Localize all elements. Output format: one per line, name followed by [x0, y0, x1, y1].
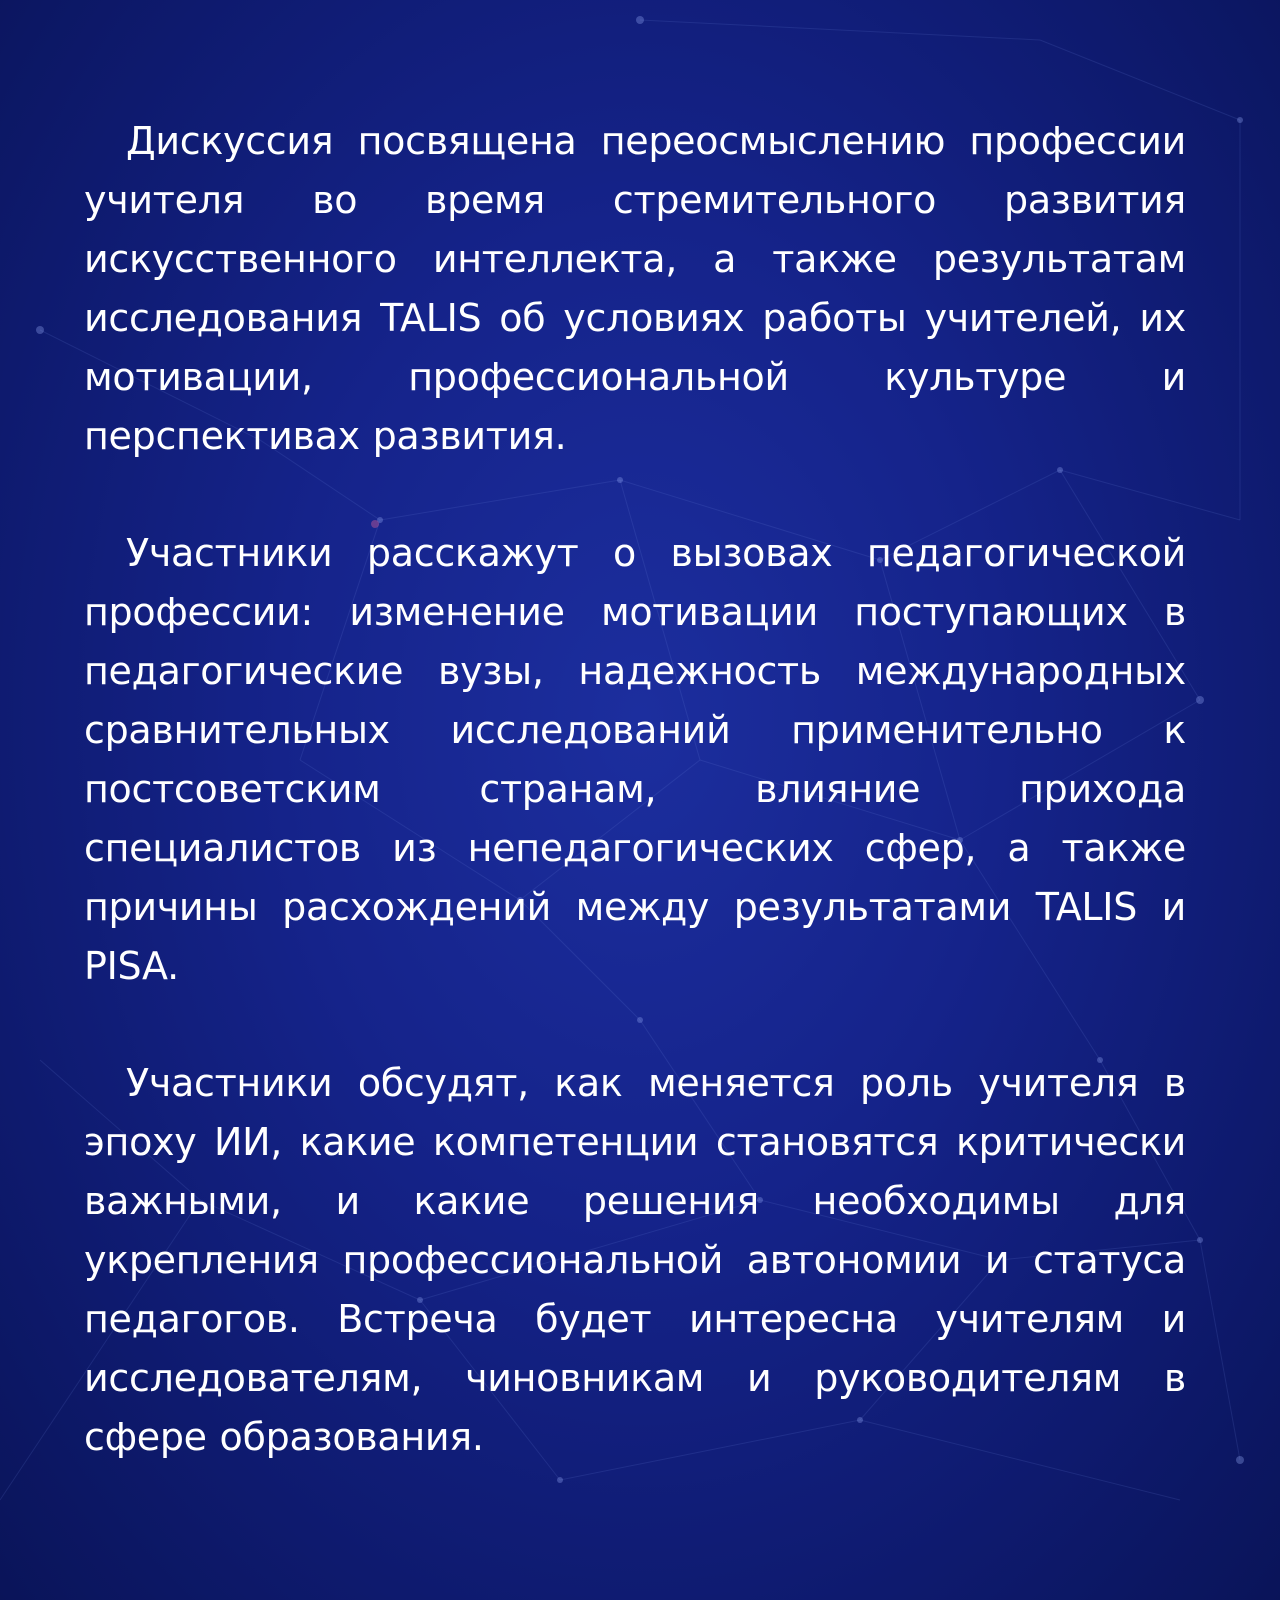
document-body [84, 112, 1186, 1467]
paragraph-teacher-role-ai: Участники обсудят, как меняется роль учителя в эпоху ИИ, какие компетенции становятся критически важными, и какие решения необходимы для укрепления профессиональной автономии и статуса педагогов. Встреча будет интересна учителям и исследователям, чиновникам и руководителям в сфере образования. [84, 1061, 1186, 1459]
paragraph-discussion-topic: Дискуссия посвящена переосмыслению профессии учителя во время стремительного развития искусственного интеллекта, а также результатам исследования TALIS об условиях работы учителей, их мотивации, профессиональной культуре и перспективах развития. [84, 119, 1186, 458]
paragraph-profession-challenges: Участники расскажут о вызовах педагогической профессии: изменение мотивации поступающих в педагогические вузы, надежность международных сравнительных исследований применительно к постсоветским странам, влияние прихода специалистов из непедагогических сфер, а также причины расхождений между результатами TALIS и PISA. [84, 531, 1186, 988]
